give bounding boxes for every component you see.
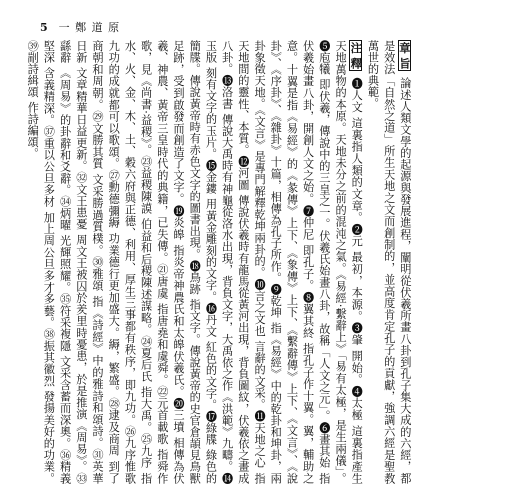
chapter-summary-label: 章 旨	[397, 42, 412, 70]
vertical-text-body	[18, 40, 413, 484]
chapter-summary-text: 論述人類文學的起源與發展進程，闡明從伏羲所畫八卦到孔子集大成的六經，都是效法「自然之道」所生天地之文而創制的，並高度肯定孔子的貢獻，強調六經是聖教萬世的典範。	[366, 40, 412, 484]
running-title: 一 鄭 道 原	[58, 21, 121, 34]
page-header	[40, 18, 480, 36]
notes-text: ❶人文 這裏指人類的文章。❷元 最初，本源。❸肇 開始。❹太極 這裏指產生天地萬物的本原。天地未分之前的混沌之氣。《易經·繫辭上》「易有太極，是生兩儀」。❺庖犧 即伏羲，傳說中的三皇之一。伏羲氏始畫八卦，故稱「人文之元」。❻畫其始 指伏羲始畫八卦，開創人文之始。❼仲尼 即孔子。❽翼其終 指孔子作十翼。翼，輔助之意。十翼是指《易經》的《彖傳》上下、《象傳》上下、《繫辭傳》上下、《文言》、《說卦》、《序卦》、《雜卦》十篇，相傳為孔子所作。❾乾坤 指《易經》中的乾卦和坤卦，兩卦象徵天地。《文言》是專門解釋乾坤兩卦的。❿言之文也 言辭的文采。⓫天地之心 指天地間的靈性、本質。⓬河圖 傳說伏羲時有龍馬從黃河出現，背負圖紋，伏羲依之畫成八卦。⓭洛書 傳說大禹時有神龜從洛水出現，背負文字，大禹依之作《洪範》九疇。⓮玉版 刻有文字的玉片。⓯金鏤 用黃金雕刻的文字。⓰丹文 紅色的文字。⓱綠牒 綠色的簡牒。傳說黃帝時有赤色文字的圖書出現。⓲鳥跡 指文字。傳說黃帝的史官倉頡見鳥獸足跡，受到啟發而創造了文字。⓳炎皞 指炎帝神農氏和太皞伏羲氏。⓴三墳 相傳為伏羲、神農、黃帝三皇時代的典籍，已失傳。㉑唐虞 指唐堯和虞舜。㉒元首載歌 指舜作歌，見《尚書·益稷》。㉓益稷陳謨 伯益和后稷陳述謀略。㉔夏后氏 指大禹。㉕九序 指水、火、金、木、土、穀六府與正德、利用、厚生三事都有秩序，即九功。㉖九序惟歌 九功的成就都可以歌頌。㉗勳德彌縟 功業德行更加盛大。縟，繁盛。㉘逮及商周 到了商朝和周朝。㉙文勝其質 文采勝過質樸。㉚雅頌 指《詩經》中的雅詩和頌詩。㉛英華日新 文章精華日益更新。㉜文王患憂 周文王被囚於羑里時憂患，於是推演《周易》。㉝繇辭 《周易》的卦辭和爻辭。㉞炳曜 光輝照耀。㉟符采複隱 文采含蓄而深奧。㊱精義堅深 含義精深。㊲重以公旦多材 加上周公旦多才多藝。㊳振其徽烈 發揚美好的功業。㊴剬詩緝頌 作詩編頌。	[26, 40, 364, 484]
vertical-text-area	[18, 40, 498, 484]
notes-label: 注 釋	[349, 42, 364, 70]
chapter-summary-paragraph	[364, 40, 413, 484]
page-number: 5	[40, 20, 49, 34]
notes-paragraph	[24, 40, 364, 484]
